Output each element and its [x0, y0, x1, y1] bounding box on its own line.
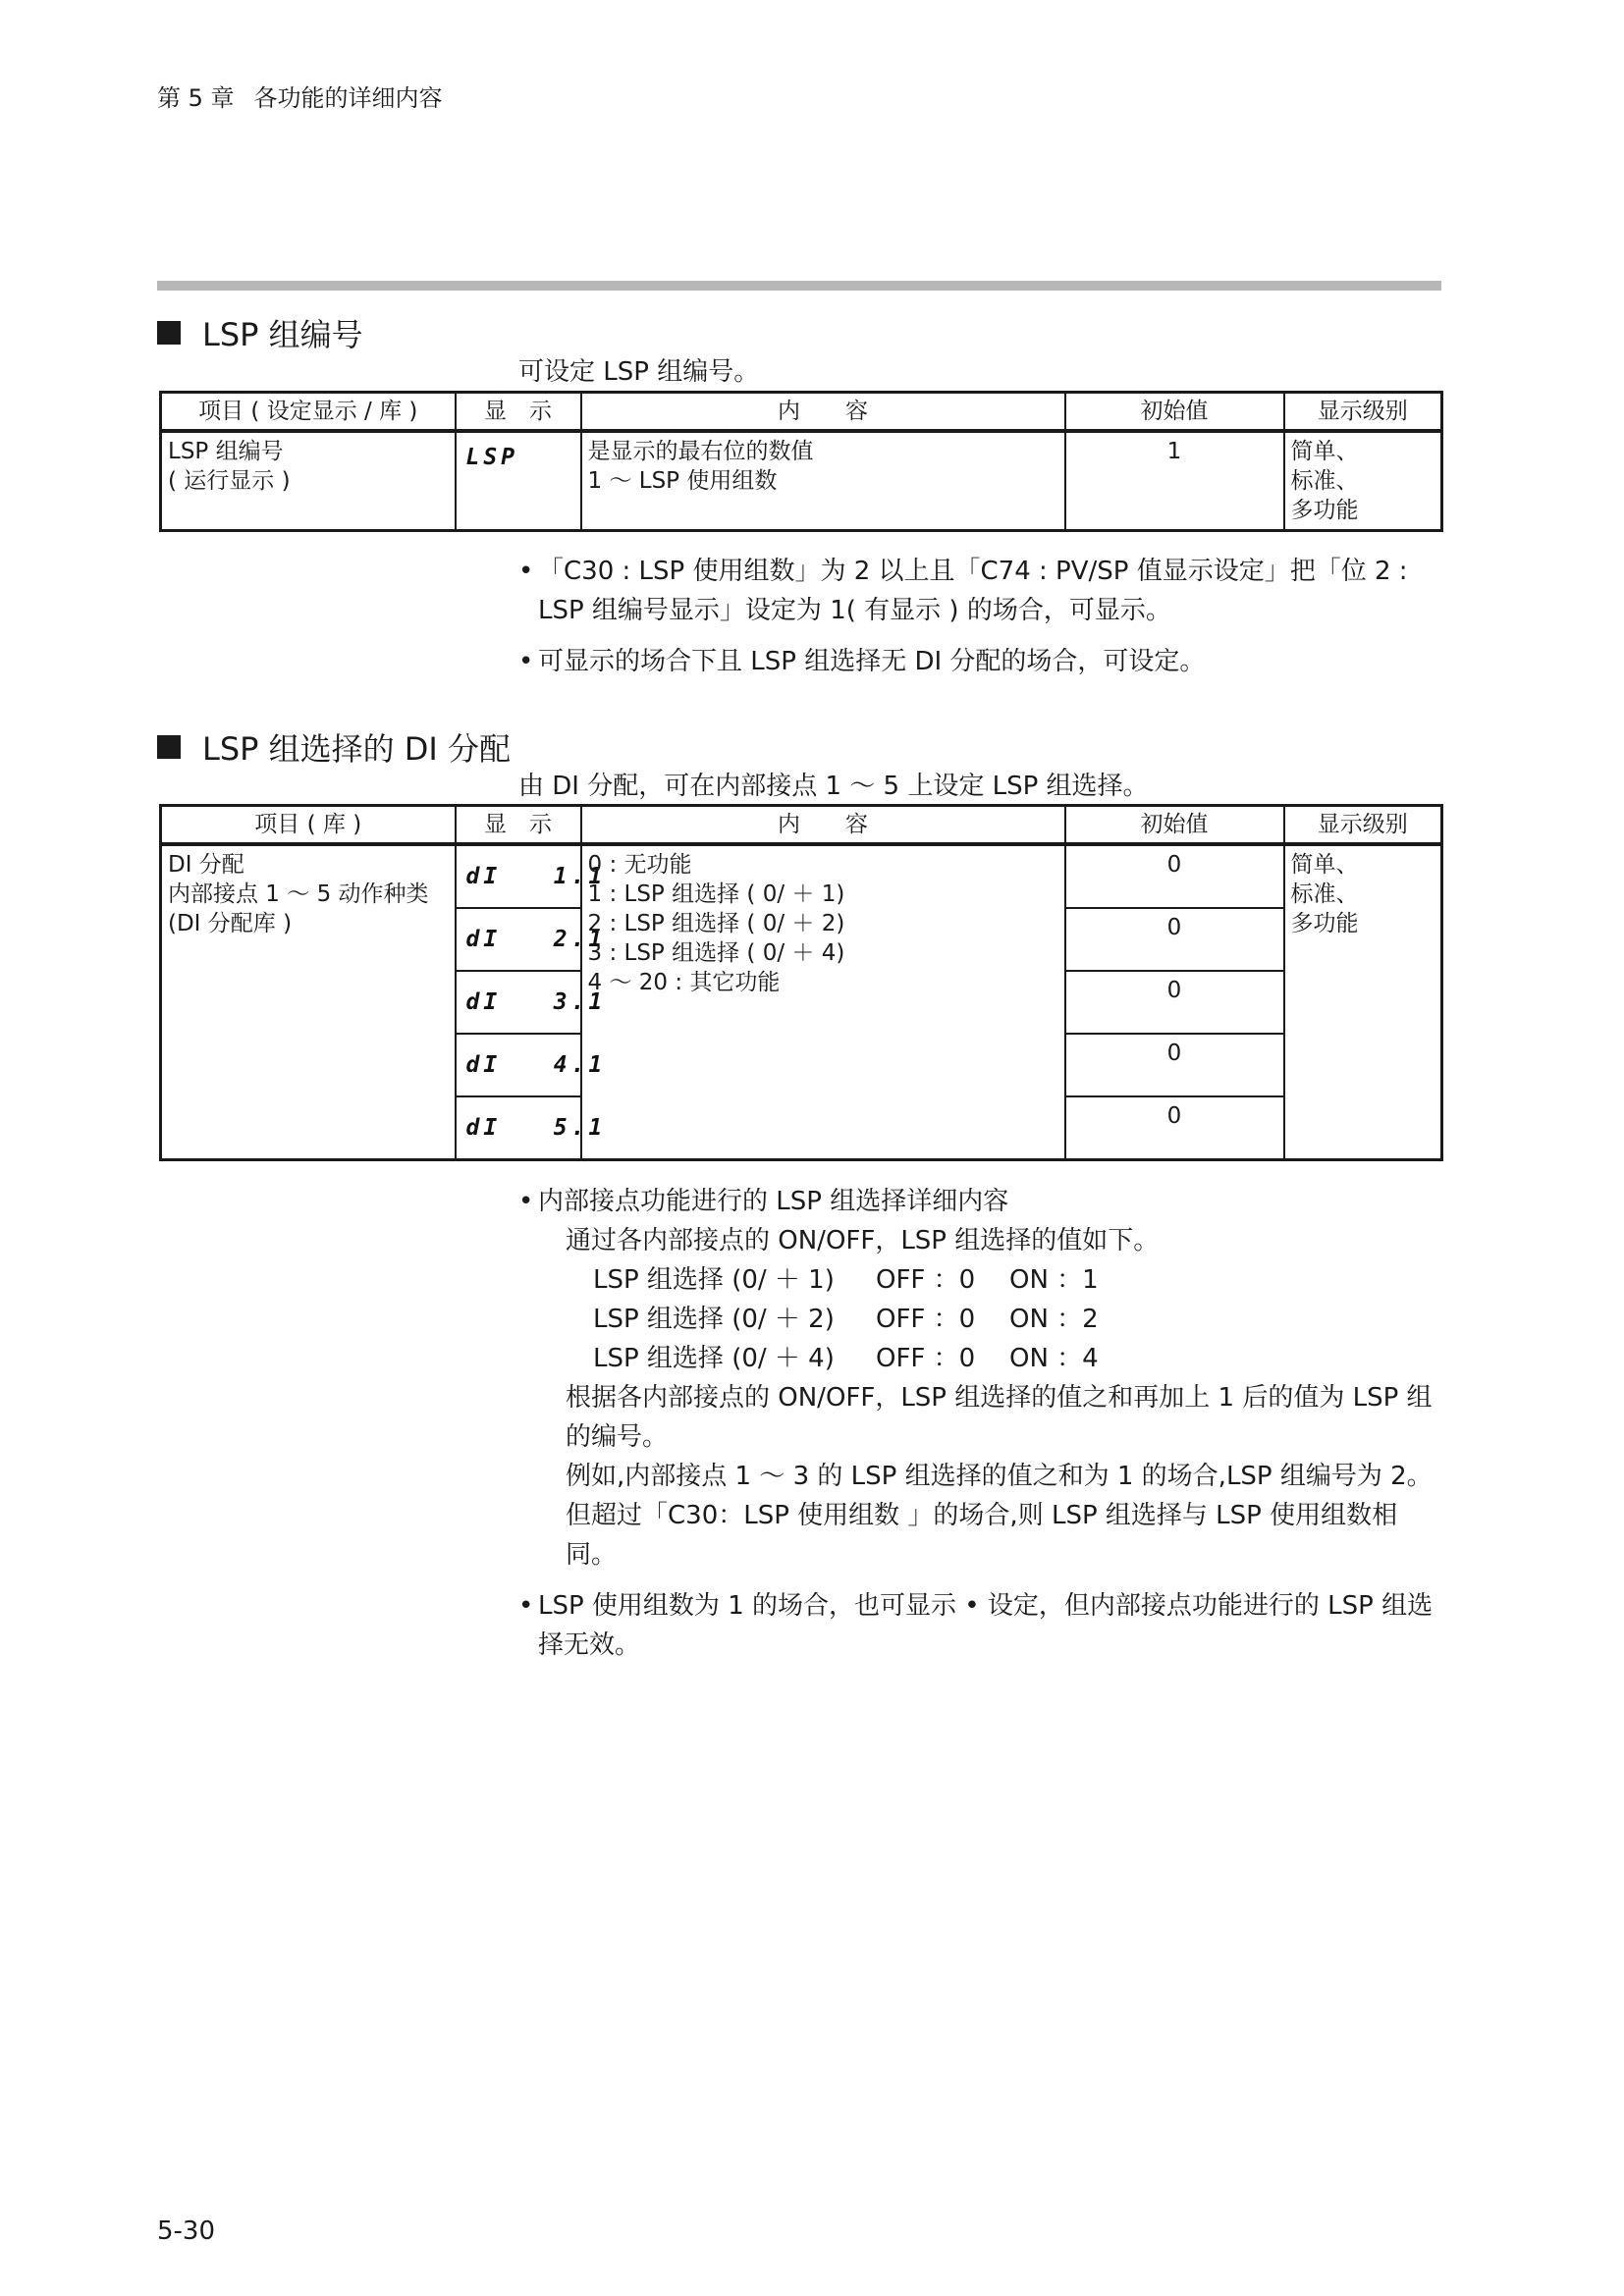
- content-line: 1 : LSP 组选择 ( 0/ ＋ 1): [587, 881, 845, 907]
- note-text: 通过各内部接点的 ON/OFF，LSP 组选择的值如下。: [566, 1226, 1160, 1255]
- section2-heading: [157, 724, 511, 770]
- item-note: (DI 分配库 ): [168, 911, 293, 936]
- bullet-dot-icon: •: [518, 1591, 534, 1621]
- initial-value: 0: [1065, 1034, 1284, 1096]
- note-text: 「C30 : LSP 使用组数」为 2 以上且「C74 : PV/SP 值显示设定」把「位 2 : LSP 组编号显示」设定为 1( 有显示 ) 的场合，可显示。: [538, 557, 1408, 625]
- header-initial: 初始值: [1065, 806, 1284, 845]
- content-line: 2 : LSP 组选择 ( 0/ ＋ 2): [587, 911, 845, 936]
- section2-intro: 由 DI 分配，可在内部接点 1 ～ 5 上设定 LSP 组选择。: [518, 772, 1149, 801]
- section1-title: LSP 组编号: [202, 316, 363, 353]
- row-label: LSP 组选择 (0/ ＋ 2): [593, 1305, 835, 1334]
- note-item: [518, 1182, 1441, 1575]
- seven-segment-display: dI 1.1: [456, 844, 581, 908]
- seven-segment-display: dI 3.1: [456, 971, 581, 1034]
- di-assignment-table: [159, 804, 1443, 1161]
- table-header-row: [161, 393, 1442, 432]
- on-value: ON ：4: [1009, 1344, 1099, 1373]
- section1-notes: [518, 552, 1441, 693]
- off-value: OFF ：0: [876, 1305, 976, 1334]
- on-value: ON ：2: [1009, 1305, 1099, 1334]
- item-cell: [161, 431, 456, 531]
- square-bullet-icon: [157, 735, 181, 759]
- level-line: 多功能: [1290, 911, 1359, 936]
- item-note: ( 运行显示 ): [168, 468, 291, 494]
- note-item: [518, 642, 1441, 681]
- note-text: 根据各内部接点的 ON/OFF，LSP 组选择的值之和再加上 1 后的值为 LSP 组的编号。: [566, 1383, 1433, 1452]
- note-text: 可显示的场合下且 LSP 组选择无 DI 分配的场合，可设定。: [538, 647, 1206, 676]
- item-desc: 内部接点 1 ～ 5 动作种类: [168, 881, 429, 907]
- header-item: 项目 ( 库 ): [161, 806, 456, 845]
- initial-value: 0: [1065, 908, 1284, 971]
- note-text: 但超过「C30：LSP 使用组数 」的场合,则 LSP 组选择与 LSP 使用组数相同。: [566, 1501, 1398, 1570]
- initial-value: 0: [1065, 1096, 1284, 1160]
- header-content: 内 容: [581, 806, 1065, 845]
- bullet-dot-icon: •: [518, 1187, 534, 1216]
- content-line: 3 : LSP 组选择 ( 0/ ＋ 4): [587, 940, 845, 966]
- square-bullet-icon: [157, 321, 181, 345]
- header-content: 内 容: [581, 393, 1065, 432]
- header-display: 显 示: [456, 393, 581, 432]
- section1-heading: [157, 310, 363, 355]
- section1-intro: 可设定 LSP 组编号。: [518, 357, 760, 387]
- off-value: OFF ：0: [876, 1265, 976, 1295]
- bullet-dot-icon: •: [518, 557, 534, 586]
- header-initial: 初始值: [1065, 393, 1284, 432]
- initial-value: 1: [1065, 431, 1284, 531]
- item-cell: [161, 844, 456, 1160]
- row-label: LSP 组选择 (0/ ＋ 1): [593, 1265, 835, 1295]
- level-line: 标准、: [1290, 881, 1359, 907]
- level-line: 简单、: [1290, 852, 1359, 878]
- row-label: LSP 组选择 (0/ ＋ 4): [593, 1344, 835, 1373]
- header-level: 显示级别: [1284, 806, 1442, 845]
- note-title: 内部接点功能进行的 LSP 组选择详细内容: [538, 1187, 1009, 1216]
- page-header: [157, 79, 443, 113]
- table-row: [161, 844, 1442, 908]
- content-cell: [581, 844, 1065, 1160]
- value-row: [538, 1260, 1441, 1300]
- header-display: 显 示: [456, 806, 581, 845]
- section2-notes: [518, 1182, 1441, 1677]
- on-value: ON ：1: [1009, 1265, 1099, 1295]
- section2-title: LSP 组选择的 DI 分配: [202, 730, 512, 768]
- content-line: 4 ～ 20 : 其它功能: [587, 970, 781, 995]
- content-line: 是显示的最右位的数值: [587, 439, 814, 464]
- table-header-row: [161, 806, 1442, 845]
- item-name: DI 分配: [168, 852, 244, 878]
- content-line: 0 : 无功能: [587, 852, 692, 878]
- level-cell: [1284, 431, 1442, 531]
- section-divider: [157, 281, 1441, 291]
- level-line: 多功能: [1290, 498, 1359, 523]
- level-line: 标准、: [1290, 468, 1359, 494]
- seven-segment-display: LSP: [456, 431, 581, 531]
- bullet-dot-icon: •: [518, 647, 534, 676]
- value-row: [538, 1339, 1441, 1378]
- table-row: [161, 431, 1442, 531]
- seven-segment-display: dI 2.1: [456, 908, 581, 971]
- content-line: 1 ～ LSP 使用组数: [587, 468, 778, 494]
- chapter-title: 各功能的详细内容: [253, 84, 443, 112]
- page-number: 5-30: [157, 2216, 216, 2246]
- note-item: [518, 1586, 1441, 1665]
- seven-segment-display: dI 5.1: [456, 1096, 581, 1160]
- seven-segment-display: dI 4.1: [456, 1034, 581, 1096]
- level-cell: [1284, 844, 1442, 1160]
- item-name: LSP 组编号: [168, 439, 284, 464]
- note-text: LSP 使用组数为 1 的场合，也可显示 • 设定，但内部接点功能进行的 LSP 组选择无效。: [538, 1591, 1434, 1660]
- off-value: OFF ：0: [876, 1344, 976, 1373]
- initial-value: 0: [1065, 971, 1284, 1034]
- lsp-group-number-table: [159, 391, 1443, 532]
- level-line: 简单、: [1290, 439, 1359, 464]
- initial-value: 0: [1065, 844, 1284, 908]
- header-level: 显示级别: [1284, 393, 1442, 432]
- chapter-number: 第 5 章: [157, 84, 235, 112]
- content-cell: [581, 431, 1065, 531]
- value-row: [538, 1300, 1441, 1339]
- note-item: [518, 552, 1441, 630]
- note-text: 例如,内部接点 1 ～ 3 的 LSP 组选择的值之和为 1 的场合,LSP 组编号为 2。: [566, 1462, 1433, 1491]
- header-item: 项目 ( 设定显示 / 库 ): [161, 393, 456, 432]
